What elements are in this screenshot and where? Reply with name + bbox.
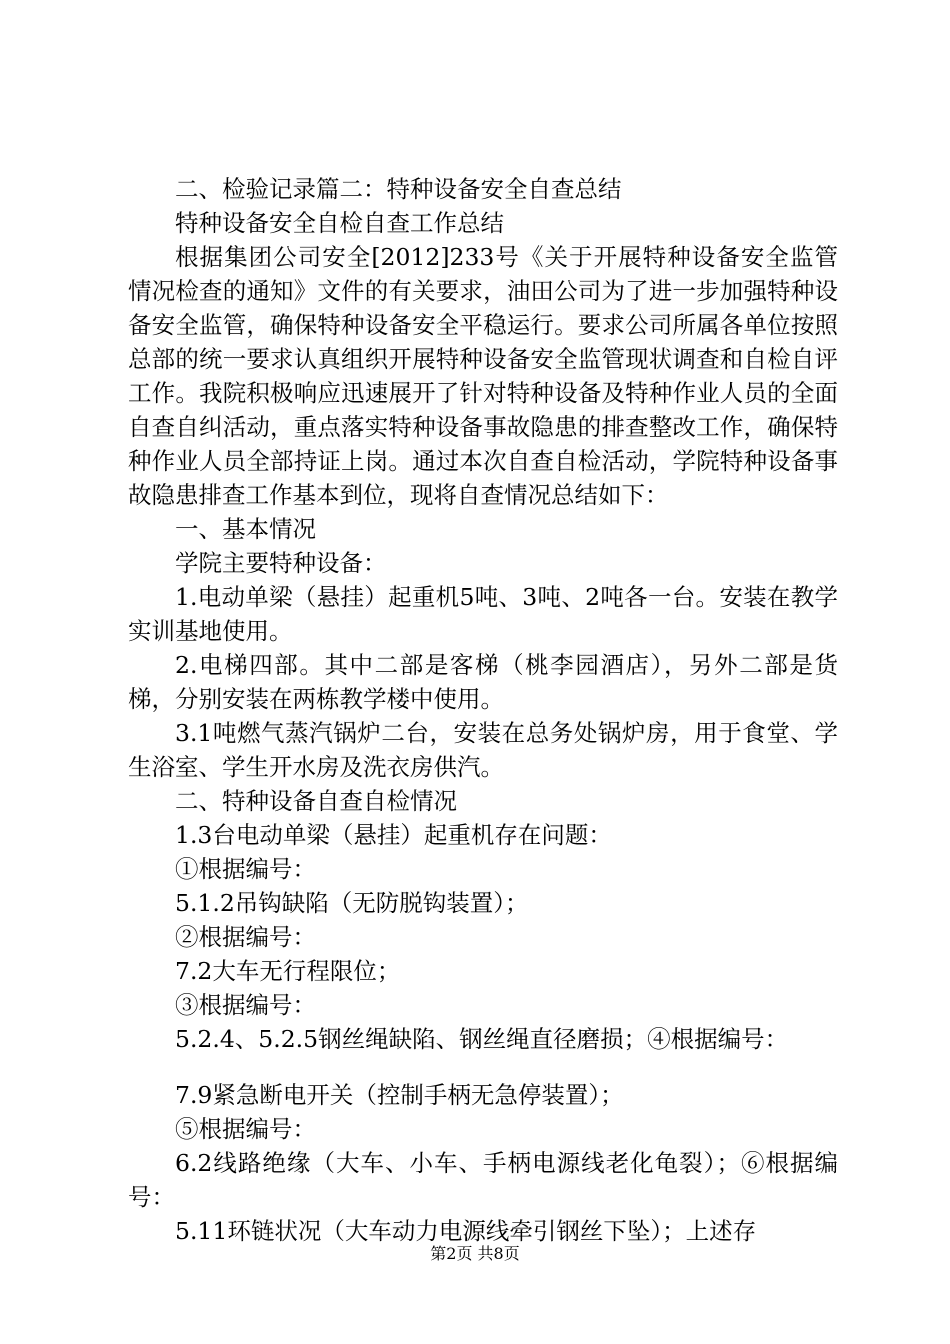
subheading-basic-info: 一、基本情况 xyxy=(175,515,316,543)
issue-item-6: 5.11环链状况（大车动力电源线牵引钢丝下坠）；上述存 xyxy=(175,1217,757,1245)
equipment-list-intro: 学院主要特种设备： xyxy=(175,549,387,577)
issue-item-4: 7.9紧急断电开关（控制手柄无急停装置）； xyxy=(175,1081,624,1109)
subheading-self-inspection: 二、特种设备自查自检情况 xyxy=(175,787,457,815)
issue-ref-3: ③根据编号： xyxy=(175,991,316,1019)
issue-item-5: 6.2线路绝缘（大车、小车、手柄电源线老化龟裂）；⑥根据编号： xyxy=(128,1149,838,1211)
equipment-item-elevator: 2.电梯四部。其中二部是客梯（桃李园酒店），另外二部是货梯，分别安装在两栋教学楼中使用。 xyxy=(128,651,838,713)
issue-ref-2: ②根据编号： xyxy=(175,923,316,951)
issue-item-1: 5.1.2吊钩缺陷（无防脱钩装置）； xyxy=(175,889,529,917)
document-body xyxy=(128,172,838,1248)
issue-item-2: 7.2大车无行程限位； xyxy=(175,957,401,985)
issue-ref-5: ⑤根据编号： xyxy=(175,1115,316,1143)
equipment-item-crane: 1.电动单梁（悬挂）起重机5吨、3吨、2吨各一台。安装在教学实训基地使用。 xyxy=(128,583,838,645)
document-title: 特种设备安全自检自查工作总结 xyxy=(175,209,504,237)
issue-ref-1: ①根据编号： xyxy=(175,855,316,883)
issue-list-intro: 1.3台电动单梁（悬挂）起重机存在问题： xyxy=(175,821,612,849)
equipment-item-boiler: 3.1吨燃气蒸汽锅炉二台，安装在总务处锅炉房，用于食堂、学生浴室、学生开水房及洗衣房供汽。 xyxy=(128,719,838,781)
page-footer: 第2页 共8页 xyxy=(430,1244,520,1263)
intro-paragraph: 根据集团公司安全[2012]233号《关于开展特种设备安全监管情况检查的通知》文件的有关要求，油田公司为了进一步加强特种设备安全监管，确保特种设备安全平稳运行。要求公司所属各单位按照总部的统一要求认真组织开展特种设备安全监管现状调查和自检自评工作。我院积极响应迅速展开了针对特种设备及特种作业人员的全面自查自纠活动，重点落实特种设备事故隐患的排查整改工作，确保特种作业人员全部持证上岗。通过本次自查自检活动，学院特种设备事故隐患排查工作基本到位，现将自查情况总结如下： xyxy=(128,243,838,509)
section-heading: 二、检验记录篇二：特种设备安全自查总结 xyxy=(175,175,622,203)
issue-item-3: 5.2.4、5.2.5钢丝绳缺陷、钢丝绳直径磨损；④根据编号： xyxy=(175,1025,789,1053)
